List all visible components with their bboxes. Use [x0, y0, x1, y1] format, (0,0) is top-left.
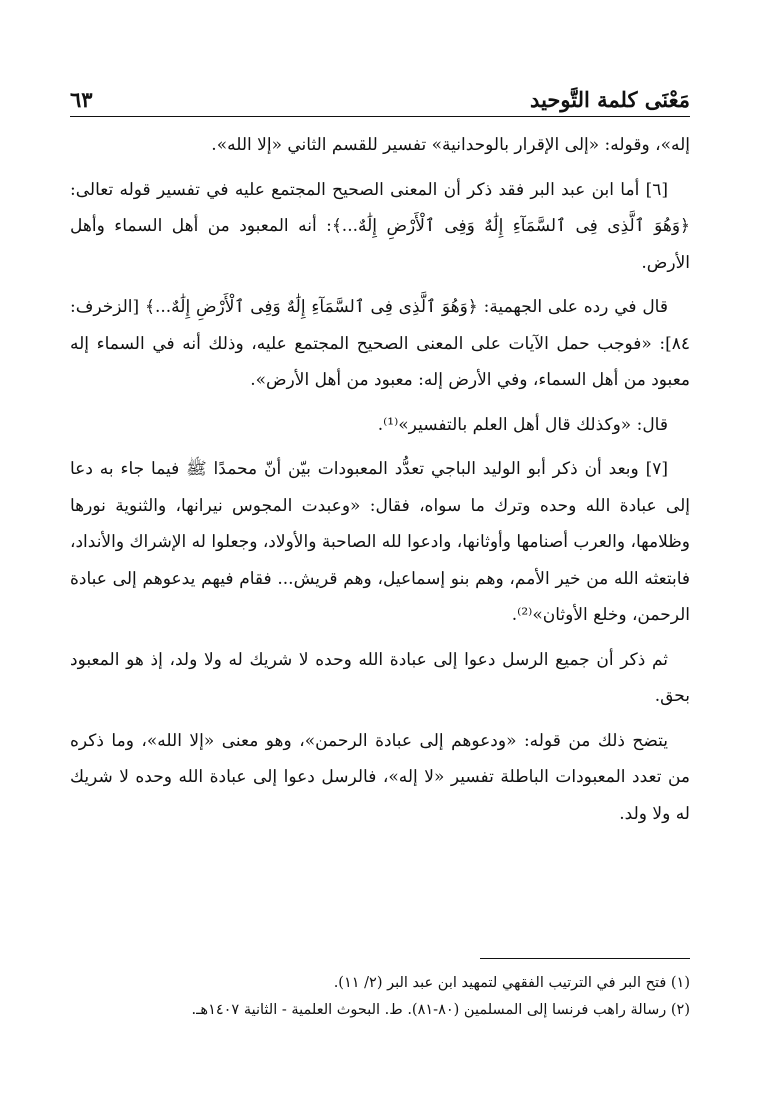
paragraph: قال: «وكذلك قال أهل العلم بالتفسير»⁽¹⁾. [377, 414, 668, 435]
paragraph: يتضح ذلك من قوله: «ودعوهم إلى عبادة الرحمن»، وهو معنى «إلا الله»، وما ذكره من تعدد المعبودات الباطلة تفسير «لا إله»، فالرسل دعوا إلى عبادة الله وحده لا شريك له ولا ولد. [70, 730, 690, 824]
book-page [70, 78, 690, 1018]
paragraph: ثم ذكر أن جميع الرسل دعوا إلى عبادة الله وحده لا شريك له ولا ولد، إذ هو المعبود بحق. [70, 649, 690, 706]
page-number: ٦٣ [70, 87, 93, 112]
paragraph: [٦] أما ابن عبد البر فقد ذكر أن المعنى الصحيح المجتمع عليه في تفسير قوله تعالى: ﴿وَهُوَ ٱلَّذِى فِى ٱلسَّمَآءِ إِلَٰهٌ وَفِى ٱلْأَرْضِ إِلَٰهٌ...﴾: أنه المعبود من أهل السماء وأهل الأرض. [70, 179, 690, 273]
footnotes [70, 970, 690, 1024]
paragraph: إله»، وقوله: «إلى الإقرار بالوحدانية» تفسير للقسم الثاني «إلا الله». [211, 135, 690, 155]
footnote: (٢) رسالة راهب فرنسا إلى المسلمين (٨٠-٨١). ط. البحوث العلمية - الثانية ١٤٠٧هـ. [191, 1002, 690, 1018]
main-text [70, 127, 690, 832]
paragraph: [٧] وبعد أن ذكر أبو الوليد الباجي تعدُّد المعبودات بيّن أنّ محمدًا ﷺ فيما جاء به دعا إلى عبادة الله وحده وترك ما سواه، فقال: «وعبدت المجوس نيرانها، والثنوية نورها وظلامها، والعرب أصنامها وأوثانها، وادعوا لله الصاحبة والأولاد، وجعلوا له الإشراك والأنداد، فابتعثه الله من خير الأمم، وهم بنو إسماعيل، وهم قريش... فقام فيهم يدعوهم إلى عبادة الرحمن، وخلع الأوثان»⁽²⁾. [70, 459, 690, 625]
running-title: مَعْنَى كلمة التَّوحيد [530, 87, 690, 112]
paragraph: قال في رده على الجهمية: ﴿وَهُوَ ٱلَّذِى فِى ٱلسَّمَآءِ إِلَٰهٌ وَفِى ٱلْأَرْضِ إِلَٰهٌ...﴾ [الزخرف: ٨٤]: «فوجب حمل الآيات على المعنى الصحيح المجتمع عليه، وذلك أنه في السماء إله معبود من أهل السماء، وفي الأرض إله: معبود من أهل الأرض». [70, 297, 690, 390]
running-header [70, 78, 690, 117]
footnote: (١) فتح البر في الترتيب الفقهي لتمهيد ابن عبد البر (٢/ ١١). [333, 975, 690, 991]
footnote-divider [480, 958, 690, 959]
